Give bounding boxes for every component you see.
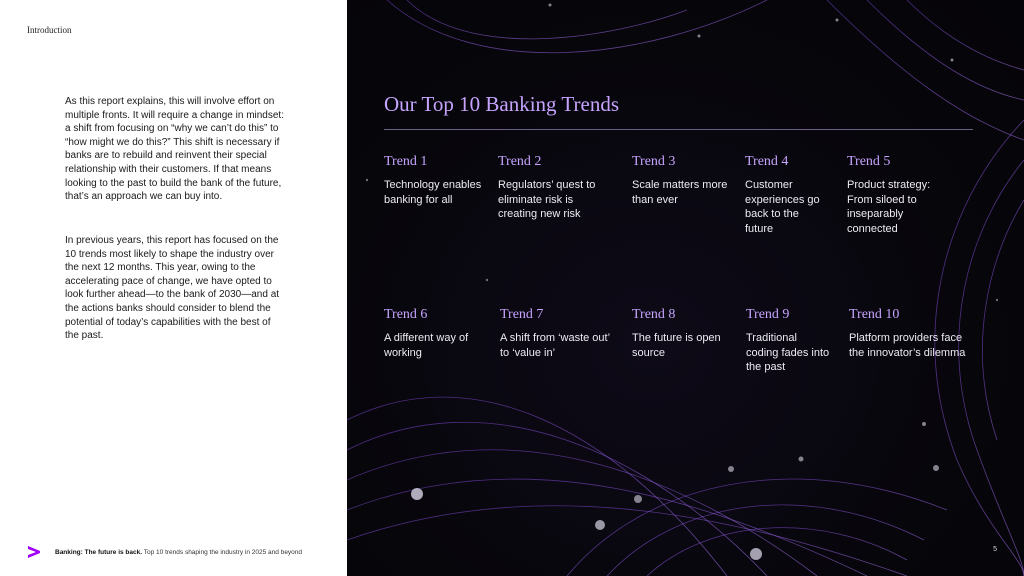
trends-panel — [347, 0, 1024, 576]
trend-description: Platform providers face the innovator’s dilemma — [849, 332, 966, 359]
trend-description: Technology enables banking for all — [384, 179, 482, 206]
trend-card — [847, 154, 947, 236]
trend-description: A different way of working — [384, 332, 469, 359]
trend-title: Trend 7 — [500, 307, 544, 322]
trend-title: Trend 2 — [498, 154, 542, 169]
trend-title: Trend 5 — [847, 154, 891, 169]
footer-title: Banking: The future is back. — [55, 548, 143, 556]
page-number: 5 — [993, 546, 997, 553]
trend-description: Traditional coding fades into the past — [746, 332, 830, 374]
trend-card — [849, 307, 967, 360]
trend-card — [632, 154, 732, 207]
trend-description: Scale matters more than ever — [632, 179, 728, 206]
trend-card — [746, 307, 830, 375]
footer-text — [55, 549, 302, 556]
footer — [27, 544, 302, 560]
trend-card — [632, 307, 722, 360]
trend-description: Regulators’ quest to eliminate risk is creating new risk — [498, 179, 596, 221]
trend-title: Trend 6 — [384, 307, 428, 322]
trend-card — [384, 307, 474, 360]
trend-title: Trend 3 — [632, 154, 676, 169]
title-divider — [384, 129, 973, 130]
section-label: Introduction — [27, 25, 72, 35]
trend-card — [500, 307, 610, 360]
page-title: Our Top 10 Banking Trends — [384, 92, 619, 116]
trend-title: Trend 9 — [746, 307, 790, 322]
intro-paragraph-1: As this report explains, this will involve effort on multiple fronts. It will require a change in mindset: a shift from focusing on “why we can’t do this” to “how might we do this?” This shift is necessary if banks are to rebuild and reinvent their special relationship with their customers. If that means looking to the past to build the bank of the future, that’s an approach we can buy into. — [65, 96, 284, 203]
trend-card — [498, 154, 598, 222]
left-panel — [0, 0, 347, 576]
trend-title: Trend 4 — [745, 154, 789, 169]
accenture-logo-icon — [27, 545, 41, 559]
trend-card — [745, 154, 829, 236]
footer-subtitle: Top 10 trends shaping the industry in 2025 and beyond — [143, 548, 303, 556]
intro-paragraph-2: In previous years, this report has focused on the 10 trends most likely to shape the industry over the next 12 months. This year, owing to the accelerating pace of change, we have opted to look further ahead—to the bank of 2030—and at the actions banks should consider to blend the potential of today’s capabilities with the best of the past. — [65, 235, 280, 342]
trend-title: Trend 10 — [849, 307, 900, 322]
background-swirl-graphic — [347, 0, 1024, 576]
trend-description: The future is open source — [632, 332, 721, 359]
trend-title: Trend 1 — [384, 154, 428, 169]
trend-description: Product strategy: From siloed to inseparably connected — [847, 179, 931, 235]
trend-description: Customer experiences go back to the future — [745, 179, 820, 235]
trend-title: Trend 8 — [632, 307, 676, 322]
trend-description: A shift from ‘waste out’ to ‘value in’ — [500, 332, 610, 359]
trend-card — [384, 154, 484, 207]
